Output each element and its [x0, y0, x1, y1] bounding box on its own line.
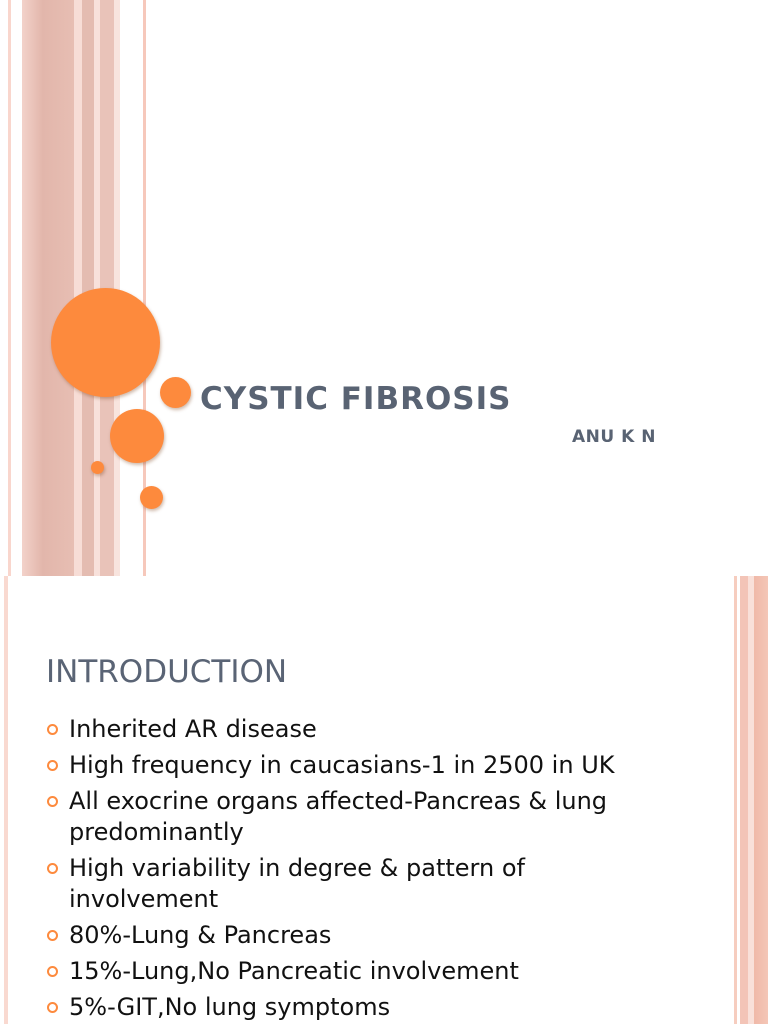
- decorative-stripe: [8, 0, 11, 576]
- list-item-text: Inherited AR disease: [69, 715, 317, 743]
- list-item: [46, 920, 706, 951]
- decorative-stripe: [740, 576, 748, 1024]
- decorative-circle-large: [51, 288, 160, 397]
- list-item-text: High variability in degree & pattern of: [69, 854, 525, 882]
- list-item-text: 80%-Lung & Pancreas: [69, 921, 332, 949]
- content-slide: [0, 576, 768, 1024]
- decorative-stripe: [22, 0, 74, 576]
- hollow-circle-bullet-icon: [47, 863, 58, 874]
- list-item: [46, 714, 706, 745]
- hollow-circle-bullet-icon: [47, 796, 58, 807]
- decorative-circle-small: [140, 486, 163, 509]
- slide-title: CYSTIC FIBROSIS: [200, 381, 512, 417]
- list-item-text: All exocrine organs affected-Pancreas & lung: [69, 787, 608, 815]
- list-item-text-continued: involvement: [69, 885, 219, 913]
- list-item: [46, 786, 706, 848]
- hollow-circle-bullet-icon: [47, 1002, 58, 1013]
- hollow-circle-bullet-icon: [47, 966, 58, 977]
- decorative-stripe: [74, 0, 82, 576]
- bullet-list: [46, 714, 706, 1024]
- decorative-circle-tiny: [91, 461, 104, 474]
- decorative-stripe: [4, 576, 8, 1024]
- hollow-circle-bullet-icon: [47, 724, 58, 735]
- list-item-text: 15%-Lung,No Pancreatic involvement: [69, 957, 519, 985]
- list-item-text: 5%-GIT,No lung symptoms: [69, 993, 391, 1021]
- decorative-circle-medium: [110, 409, 164, 463]
- slide-title: INTRODUCTION: [46, 654, 288, 690]
- list-item-text: High frequency in caucasians-1 in 2500 in UK: [69, 751, 615, 779]
- list-item: [46, 750, 706, 781]
- list-item: [46, 956, 706, 987]
- decorative-circle-small: [160, 377, 191, 408]
- decorative-stripe: [82, 0, 94, 576]
- slide-subtitle: ANU K N: [572, 427, 656, 447]
- decorative-stripe: [754, 576, 768, 1024]
- hollow-circle-bullet-icon: [47, 930, 58, 941]
- list-item: [46, 992, 706, 1023]
- hollow-circle-bullet-icon: [47, 760, 58, 771]
- list-item: [46, 853, 706, 915]
- list-item-text-continued: predominantly: [69, 818, 244, 846]
- decorative-stripe: [734, 576, 737, 1024]
